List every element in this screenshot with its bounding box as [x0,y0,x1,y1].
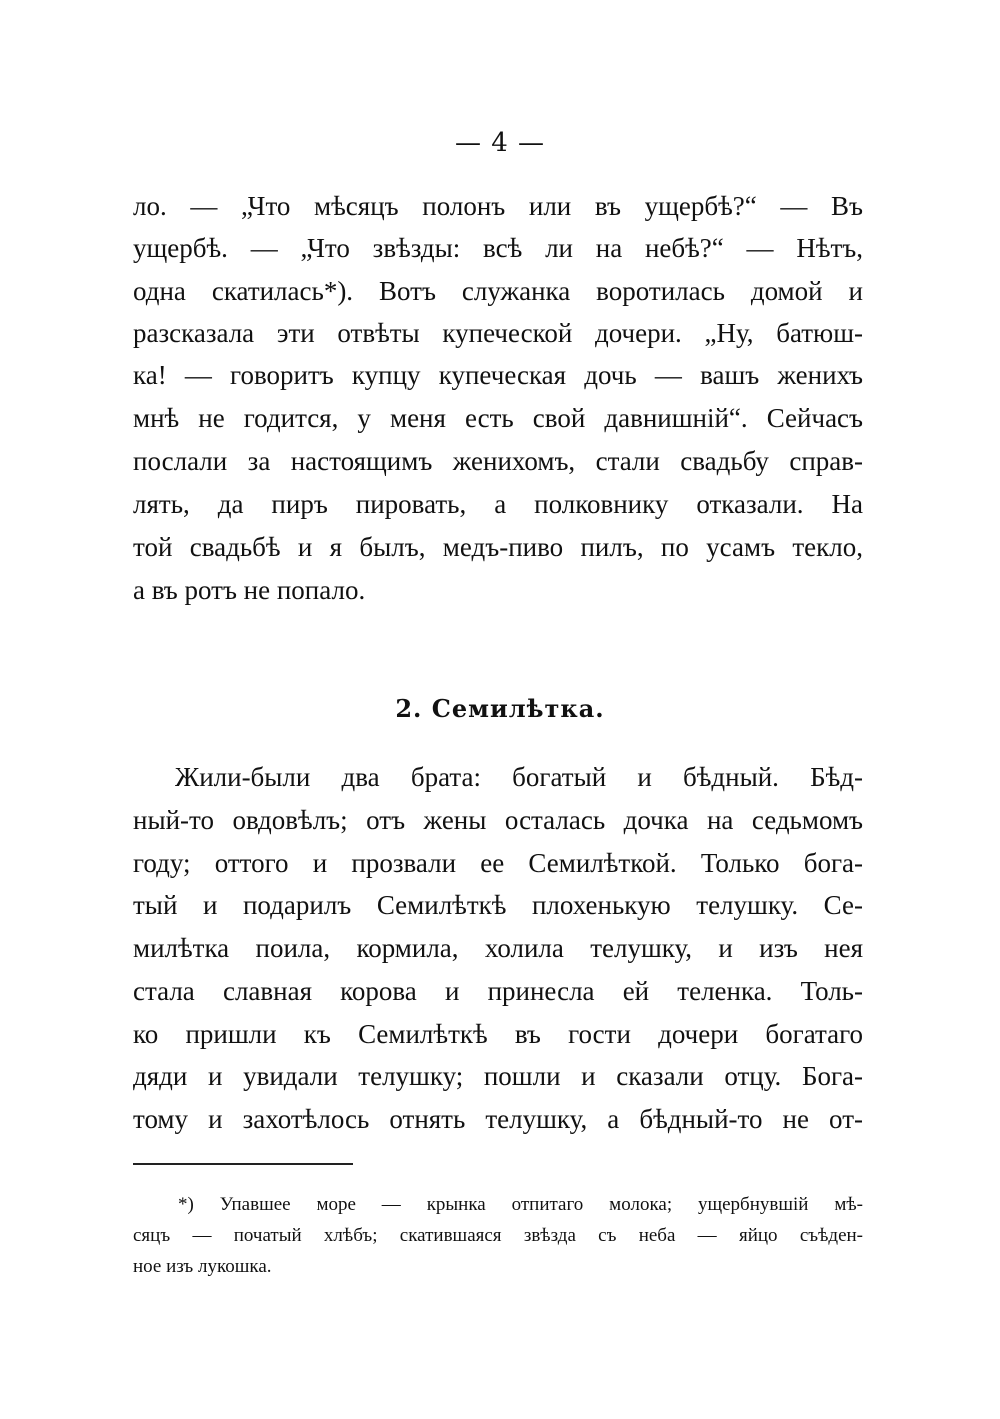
paragraph-line: ко пришли къ Семилѣткѣ въ гости дочери богатаго [133,1019,863,1049]
section-heading: 2. Семилѣтка. [395,694,605,723]
paragraph-line: разсказала эти отвѣты купеческой дочери. „Ну, батюш- [133,318,863,348]
paragraph-line: милѣтка поила, кормила, холила телушку, и изъ нея [133,933,863,963]
paragraph-line: мнѣ не годится, у меня есть свой давнишній“. Сейчасъ [133,403,863,433]
paragraph-line: одна скатилась*). Вотъ служанка воротилась домой и [133,276,863,306]
footnote-line: *) Упавшее море — крынка отпитаго молока; ущербнувшій мѣ- [178,1194,863,1215]
paragraph-line: тому и захотѣлось отнять телушку, а бѣдный-то не от- [133,1104,863,1134]
paragraph-line: ка! — говоритъ купцу купеческая дочь — вашъ женихъ [133,360,863,390]
paragraph-line: а въ ротъ не попало. [133,575,366,605]
page-number: — 4 — [454,128,546,158]
paragraph-line: году; оттого и прозвали ее Семилѣткой. Только бога- [133,848,863,878]
paragraph-line: той свадьбѣ и я былъ, медъ-пиво пилъ, по усамъ текло, [133,532,863,562]
paragraph-line: ущербѣ. — „Что звѣзды: всѣ ли на небѣ?“ — Нѣтъ, [133,233,863,263]
paragraph-line: стала славная корова и принесла ей теленка. Толь- [133,976,863,1006]
paragraph-line: послали за настоящимъ женихомъ, стали свадьбу справ- [133,446,863,476]
paragraph-line: тый и подарилъ Семилѣткѣ плохенькую телушку. Се- [133,890,863,920]
paragraph-line: ный-то овдовѣлъ; отъ жены осталась дочка на седьмомъ [133,805,863,835]
footnote-line: ное изъ лукошка. [133,1256,272,1277]
footnote-rule [133,1163,353,1165]
paragraph-line: Жили-были два брата: богатый и бѣдный. Бѣд- [175,762,863,792]
paragraph-line: дяди и увидали телушку; пошли и сказали отцу. Бога- [133,1061,863,1091]
footnote-line: сяцъ — початый хлѣбъ; скатившаяся звѣзда съ неба — яйцо съѣден- [133,1225,863,1246]
paragraph-line: лять, да пиръ пировать, а полковнику отказали. На [133,489,863,519]
paragraph-line: ло. — „Что мѣсяцъ полонъ или въ ущербѣ?“ — Въ [133,191,863,221]
